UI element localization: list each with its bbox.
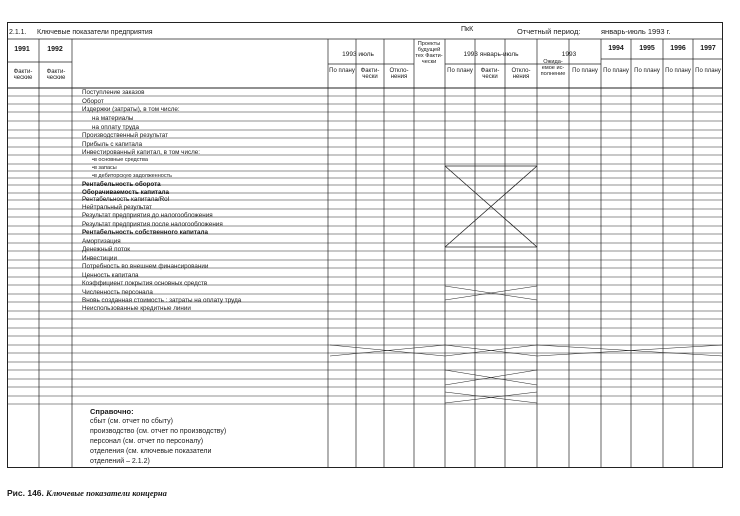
row-label: Вновь созданная стоимость : затраты на оплату труда: [82, 297, 242, 304]
period-label: Отчетный период:: [517, 27, 581, 36]
row-label: Рентабельность капитала/RoI: [82, 196, 170, 203]
col-janjul-dev: Откло-нения: [511, 68, 531, 81]
row-label: Инвестированный капитал, в том числе:: [82, 149, 201, 156]
col-1991-fact: Факти-ческие: [13, 69, 33, 82]
row-label: • в дебиторскую задолженность: [92, 174, 172, 180]
group-1993: 1993: [561, 51, 577, 58]
row-label: на оплату труда: [92, 124, 139, 131]
col-1992-fact: Факти-ческие: [46, 69, 66, 82]
reference-line: отделения (см. ключевые показатели: [90, 448, 212, 455]
col-projects: Проекты будущей тех Факти-чески: [415, 41, 443, 65]
row-label: Амортизация: [82, 238, 121, 245]
row-label: • в основные средства: [92, 158, 148, 164]
row-label: Поступление заказов: [82, 89, 145, 96]
row-label: Издержки (затраты), в том числе:: [82, 106, 180, 113]
col-1997-plan: По плану: [695, 68, 721, 74]
row-label: Результат предприятия до налогообложения: [82, 212, 213, 219]
table-title: Ключевые показатели предприятия: [37, 29, 153, 36]
row-label: Результат предприятия после налогообложения: [82, 221, 223, 228]
col-1995-plan: По плану: [634, 68, 660, 74]
row-label: Численность персонала: [82, 289, 153, 296]
figure-title: Ключевые показатели концерна: [46, 488, 167, 498]
col-1991-year: 1991: [14, 46, 30, 53]
row-label: Прибыль с капитала: [82, 141, 143, 148]
col-1993-plan: По плану: [572, 68, 598, 74]
row-label: Оборот: [82, 98, 104, 105]
col-1993-expected: Ожида-емое ис-полнение: [540, 59, 566, 77]
unit-label: ПкК: [461, 26, 474, 33]
col-janjul-plan: По плану: [447, 68, 473, 74]
figure-caption: [7, 488, 167, 498]
row-label: Инвестиции: [82, 255, 117, 262]
row-label: • в запасы: [92, 166, 117, 172]
section-number: 2.1.1.: [9, 29, 27, 36]
reference-line: персонал (см. отчет по персоналу): [90, 438, 204, 445]
col-1994-year: 1994: [608, 45, 624, 52]
row-label: Рентабельность оборота: [82, 181, 161, 188]
reference-line: производство (см. отчет по производству): [90, 428, 227, 435]
col-1992-year: 1992: [47, 46, 63, 53]
col-1996-year: 1996: [670, 45, 686, 52]
row-label: Ценность капитала: [82, 272, 139, 279]
row-label: Коэффициент покрытия основных средств: [82, 280, 208, 287]
col-1994-plan: По плану: [603, 68, 629, 74]
period-value: январь-июль 1993 г.: [601, 27, 671, 36]
row-label: Нейтральный результат: [82, 204, 152, 211]
figure-number: Рис. 146.: [7, 488, 44, 498]
row-label: на материалы: [92, 115, 134, 122]
col-1995-year: 1995: [639, 45, 655, 52]
group-1993-july: 1993 июль: [342, 51, 374, 58]
reference-title: Справочно:: [90, 407, 134, 416]
row-label: Неиспользованные кредитные линии: [82, 305, 191, 312]
col-janjul-fact: Факти-чески: [480, 68, 500, 81]
row-label: Потребность во внешнем финансировании: [82, 263, 209, 270]
reference-line: сбыт (см. отчет по сбыту): [90, 418, 173, 425]
group-1993-jan-jul: 1993 январь-июль: [463, 51, 519, 58]
col-1996-plan: По плану: [665, 68, 691, 74]
row-label: Производственный результат: [82, 132, 169, 139]
reference-line: отделений – 2.1.2): [90, 458, 150, 465]
col-july-dev: Откло-нения: [389, 68, 409, 81]
col-1997-year: 1997: [700, 45, 716, 52]
col-july-fact: Факти-чески: [360, 68, 380, 81]
row-label: Оборачиваемость капитала: [82, 189, 170, 196]
row-label: Денежный поток: [82, 246, 131, 253]
col-july-plan: По плану: [329, 68, 355, 74]
row-label: Рентабельность собственного капитала: [82, 229, 209, 236]
